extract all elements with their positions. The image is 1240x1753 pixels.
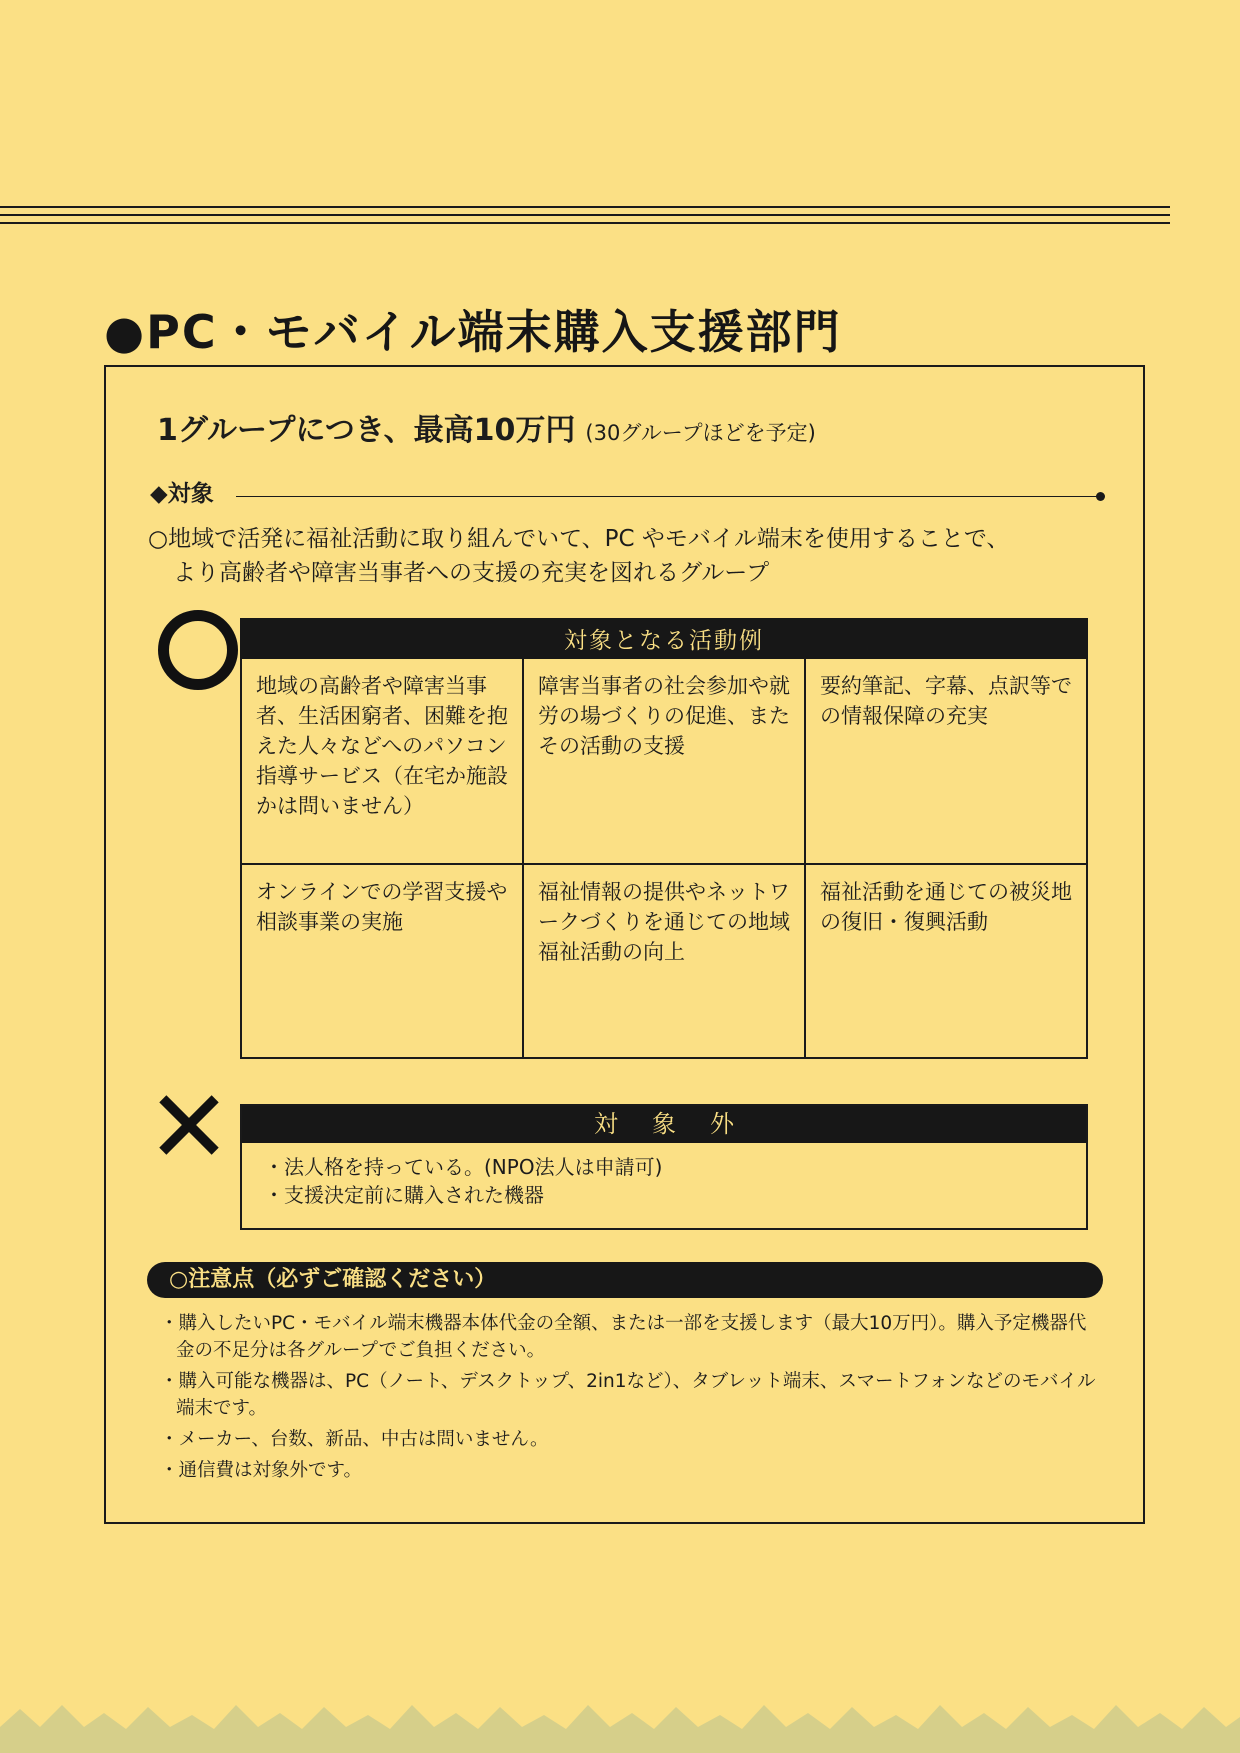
note-item: ・ 購入したいPC・モバイル端末機器本体代金の全額、または一部を支援します（最大10万円）。購入予定機器代金の不足分は各グループでご負担ください。: [160, 1310, 1100, 1364]
exclusions-box: [240, 1104, 1088, 1230]
activity-cell: 障害当事者の社会参加や就労の場づくりの促進、またその活動の支援: [523, 658, 805, 864]
support-amount: [157, 405, 816, 449]
top-rule-1: [0, 206, 1170, 208]
activity-examples-heading: 対象となる活動例: [241, 619, 1087, 658]
exclusion-item: ・ 支援決定前に購入された機器: [264, 1181, 1086, 1209]
grass-decoration: [0, 1687, 1240, 1753]
amount-note: (30グループほどを予定): [585, 421, 816, 445]
excluded-cross-icon: [158, 1094, 220, 1156]
activity-cell: 福祉情報の提供やネットワークづくりを通じての地域福祉活動の向上: [523, 864, 805, 1058]
target-heading: ◆対象: [150, 481, 214, 507]
top-rule-2: [0, 214, 1170, 216]
target-description: [148, 522, 1009, 590]
target-description-line: より高齢者や障害当事者への支援の充実を図れるグループ: [173, 560, 770, 586]
target-rule: [236, 496, 1102, 497]
top-rule-3: [0, 222, 1170, 224]
notes-heading: ○注意点（必ずご確認ください）: [147, 1262, 1103, 1298]
activity-cell: 地域の高齢者や障害当事者、生活困窮者、困難を抱えた人々などへのパソコン指導サービス（在宅か施設かは問いません）: [241, 658, 523, 864]
eligible-circle-icon: [158, 610, 238, 690]
target-rule-dot: [1096, 492, 1105, 501]
target-description-line: ○地域で活発に福祉活動に取り組んでいて、PC やモバイル端末を使用することで、: [148, 526, 1010, 552]
activity-cell: 要約筆記、字幕、点訳等での情報保障の充実: [805, 658, 1087, 864]
note-item: ・ メーカー、台数、新品、中古は問いません。: [160, 1426, 1100, 1453]
section-title: ●PC・モバイル端末購入支援部門: [104, 305, 842, 359]
exclusions-heading: 対象外: [242, 1106, 1086, 1143]
notes-list: [160, 1310, 1100, 1488]
activity-cell: オンラインでの学習支援や相談事業の実施: [241, 864, 523, 1058]
activity-cell: 福祉活動を通じての被災地の復旧・復興活動: [805, 864, 1087, 1058]
amount-main: 1グループにつき、最高10万円: [157, 413, 576, 448]
activity-examples-table: [240, 618, 1088, 1059]
note-item: ・ 購入可能な機器は、PC（ノート、デスクトップ、2in1など）、タブレット端末、スマートフォンなどのモバイル端末です。: [160, 1368, 1100, 1422]
exclusion-item: ・ 法人格を持っている。(NPO法人は申請可): [264, 1153, 1086, 1181]
note-item: ・ 通信費は対象外です。: [160, 1457, 1100, 1484]
exclusions-list: [242, 1153, 1086, 1209]
